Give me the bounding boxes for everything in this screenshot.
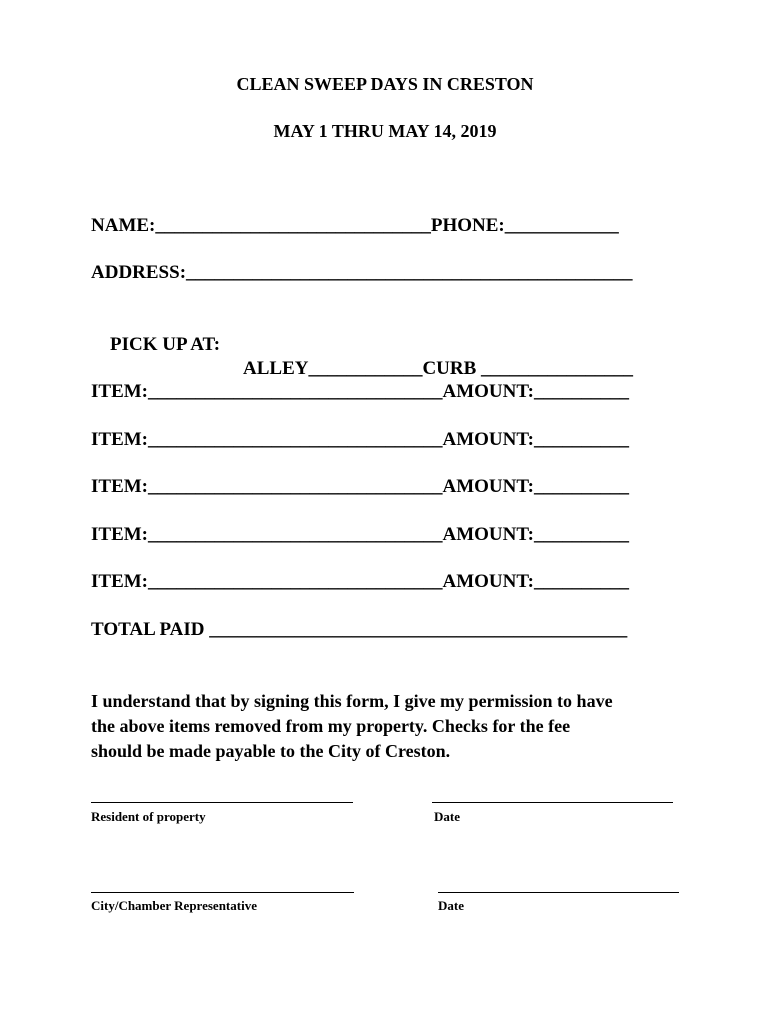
form-dates: MAY 1 THRU MAY 14, 2019 [273, 121, 497, 141]
representative-label: City/Chamber Representative [91, 898, 257, 913]
item-row-2[interactable]: ITEM:_______________________________AMOUNT:__________ [91, 429, 629, 450]
consent-line-2: the above items removed from my property. Checks for the fee [91, 716, 571, 736]
resident-date-label: Date [434, 809, 460, 824]
address-field[interactable]: ADDRESS:_______________________________________________ [91, 262, 633, 283]
item-row-5[interactable]: ITEM:_______________________________AMOUNT:__________ [91, 571, 629, 592]
resident-signature-line[interactable] [91, 802, 353, 803]
representative-date-label: Date [438, 898, 464, 913]
item-row-1[interactable]: ITEM:_______________________________AMOUNT:__________ [91, 381, 629, 402]
representative-date-line[interactable] [438, 892, 679, 893]
consent-line-1: I understand that by signing this form, I give my permission to have [91, 691, 613, 711]
pickup-options-field[interactable]: ALLEY____________CURB ________________ [243, 358, 634, 379]
resident-date-line[interactable] [432, 802, 673, 803]
item-row-4[interactable]: ITEM:_______________________________AMOUNT:__________ [91, 524, 629, 545]
pickup-label: PICK UP AT: [110, 334, 221, 355]
form-title: CLEAN SWEEP DAYS IN CRESTON [236, 74, 534, 94]
total-paid-field[interactable]: TOTAL PAID ____________________________________________ [91, 619, 628, 640]
consent-statement [91, 689, 691, 764]
representative-signature-line[interactable] [91, 892, 354, 893]
item-row-3[interactable]: ITEM:_______________________________AMOUNT:__________ [91, 476, 629, 497]
name-phone-field[interactable]: NAME:_____________________________PHONE:____________ [91, 215, 619, 236]
consent-line-3: should be made payable to the City of Creston. [91, 741, 451, 761]
resident-label: Resident of property [91, 809, 206, 824]
